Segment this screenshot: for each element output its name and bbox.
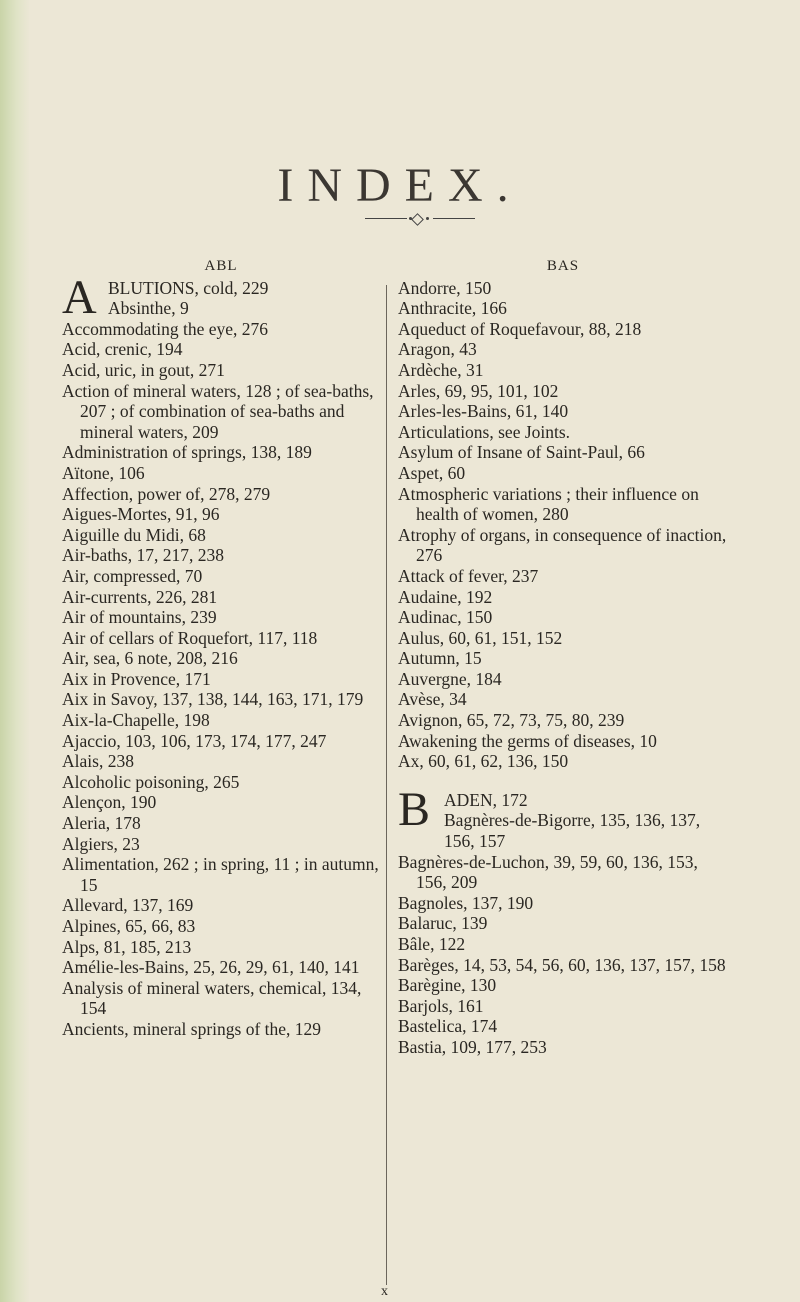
index-entry: Air, compressed, 70 <box>62 565 203 586</box>
index-entry: Air of mountains, 239 <box>62 607 217 628</box>
index-entry: Alps, 81, 185, 213 <box>62 936 192 957</box>
ornament-line <box>433 218 475 219</box>
index-entry: Awakening the germs of diseases, 10 <box>398 730 657 751</box>
index-entry: Alençon, 190 <box>62 792 157 813</box>
index-entry: Aspet, 60 <box>398 462 466 483</box>
index-entry: Aulus, 60, 61, 151, 152 <box>398 627 563 648</box>
index-column-left <box>62 256 380 1040</box>
index-entry: Analysis of mineral waters, chemical, 134, 154 <box>62 977 362 1019</box>
column-divider <box>386 285 387 1285</box>
index-entry: Alais, 238 <box>62 751 134 772</box>
index-entry: Barjols, 161 <box>398 995 484 1016</box>
index-entries-a <box>398 278 728 772</box>
index-column-right <box>398 256 728 1058</box>
index-entry: Air of cellars of Roquefort, 117, 118 <box>62 627 318 648</box>
index-entry: Avèse, 34 <box>398 689 467 710</box>
index-entry: Anthracite, 166 <box>398 298 507 319</box>
index-entry: Atrophy of organs, in consequence of inaction, 276 <box>398 524 727 566</box>
index-entry: Asylum of Insane of Saint-Paul, 66 <box>398 442 645 463</box>
index-entry: Atmospheric variations ; their influence on health of women, 280 <box>398 483 699 525</box>
first-entry-b <box>398 782 728 852</box>
index-entry: Absinthe, 9 <box>108 298 189 319</box>
index-entry: Andorre, 150 <box>398 277 492 298</box>
index-entry: Articulations, see Joints. <box>398 421 571 442</box>
index-entry: Audaine, 192 <box>398 586 493 607</box>
ornament-diamond <box>411 213 424 226</box>
index-entry: Aiguille du Midi, 68 <box>62 524 206 545</box>
index-entry: Ancients, mineral springs of the, 129 <box>62 1018 322 1039</box>
index-entry: Ax, 60, 61, 62, 136, 150 <box>398 751 569 772</box>
index-entry: Bâle, 122 <box>398 934 466 954</box>
index-entry: Ajaccio, 103, 106, 173, 174, 177, 247 <box>62 730 327 751</box>
index-entry: Aïtone, 106 <box>62 462 145 483</box>
index-entry: Alpines, 65, 66, 83 <box>62 916 196 936</box>
index-entry: Allevard, 137, 169 <box>62 895 194 916</box>
index-entry: Amélie-les-Bains, 25, 26, 29, 61, 140, 141 <box>62 957 360 978</box>
index-entry: Bastelica, 174 <box>398 1016 498 1037</box>
index-entries-left <box>62 319 380 1040</box>
running-headword-left: ABL <box>204 258 238 274</box>
index-entry: Affection, power of, 278, 279 <box>62 483 271 504</box>
index-entry: Acid, crenic, 194 <box>62 339 183 360</box>
index-entry: Administration of springs, 138, 189 <box>62 442 312 463</box>
index-entry: Attack of fever, 237 <box>398 565 539 586</box>
index-entry: Aqueduct of Roquefavour, 88, 218 <box>398 318 642 339</box>
index-entry: Balaruc, 139 <box>398 913 488 934</box>
index-entry: Aix in Savoy, 137, 138, 144, 163, 171, 179 <box>62 689 364 710</box>
index-entry: Arles, 69, 95, 101, 102 <box>398 380 559 401</box>
index-entry: Auvergne, 184 <box>398 668 502 689</box>
running-headword-right: BAS <box>546 258 580 274</box>
index-entry: Aix-la-Chapelle, 198 <box>62 710 210 731</box>
index-entry: Air, sea, 6 note, 208, 216 <box>62 648 238 669</box>
index-entry: ADEN, 172 <box>444 789 528 810</box>
title-ornament <box>365 214 475 224</box>
index-entry: Aix in Provence, 171 <box>62 668 211 689</box>
index-entry: Alimentation, 262 ; in spring, 11 ; in autumn, 15 <box>62 854 379 895</box>
index-entry: Barèges, 14, 53, 54, 56, 60, 136, 137, 157, 158 <box>398 954 726 975</box>
index-entry: Accommodating the eye, 276 <box>62 318 269 339</box>
index-entry: Audinac, 150 <box>398 607 493 628</box>
index-entry: Bagnoles, 137, 190 <box>398 892 534 913</box>
index-entry: Acid, uric, in gout, 271 <box>62 359 225 380</box>
index-entry: Aigues-Mortes, 91, 96 <box>62 504 220 525</box>
ornament-line <box>365 218 407 219</box>
section-gap <box>398 772 728 790</box>
index-entry: Ardèche, 31 <box>398 359 484 380</box>
index-entry: Bastia, 109, 177, 253 <box>398 1036 547 1057</box>
index-entry: Bagnères-de-Bigorre, 135, 136, 137, 156, 157 <box>444 810 701 852</box>
index-entry: Bagnères-de-Luchon, 39, 59, 60, 136, 153, 156, 209 <box>398 851 698 893</box>
index-entry: Aragon, 43 <box>398 339 477 360</box>
first-entry-a <box>62 270 380 324</box>
index-entry: Air-currents, 226, 281 <box>62 586 218 607</box>
index-entry: Alcoholic poisoning, 265 <box>62 771 240 792</box>
index-entries-b <box>398 852 728 1058</box>
drop-cap-b: B <box>398 782 431 836</box>
index-entry: Avignon, 65, 72, 73, 75, 80, 239 <box>398 710 625 731</box>
index-entry: Algiers, 23 <box>62 833 140 854</box>
page-title: INDEX. <box>277 159 523 212</box>
index-entry: Autumn, 15 <box>398 648 482 669</box>
index-entry: Barègine, 130 <box>398 975 497 996</box>
index-entry: Air-baths, 17, 217, 238 <box>62 545 224 566</box>
catchword: x <box>381 1284 388 1299</box>
index-entry: Action of mineral waters, 128 ; of sea-baths, 207 ; of combination of sea-baths and mineral waters, 209 <box>62 380 374 442</box>
ornament-dot <box>426 217 429 220</box>
index-entry: BLUTIONS, cold, 229 <box>108 277 269 298</box>
drop-cap-a: A <box>62 270 97 324</box>
index-entry: Aleria, 178 <box>62 813 141 834</box>
index-entry: Arles-les-Bains, 61, 140 <box>398 401 569 422</box>
